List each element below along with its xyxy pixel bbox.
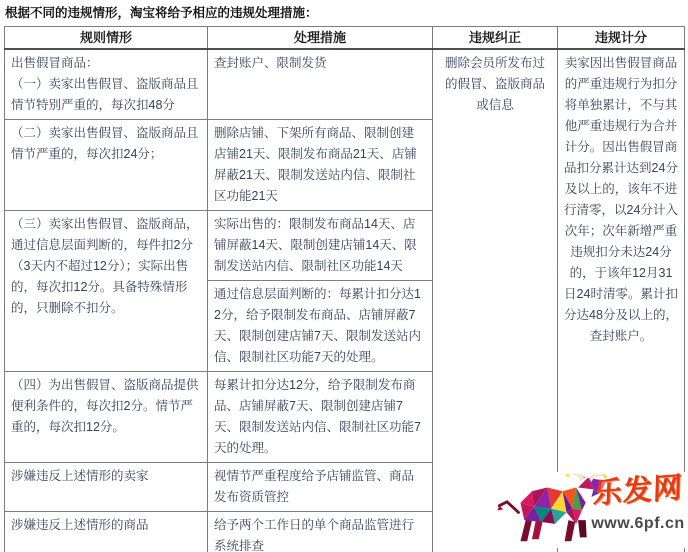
cell-measure-suspected-seller: 视情节严重程度给予店铺监管、商品发布资质管控 (208, 463, 433, 512)
cell-measure-1: 查封账户、限制发货 (208, 49, 433, 120)
header-violation-correction: 违规纠正 (433, 27, 558, 50)
situation-1-line: （一）卖家出售假冒、盗版商品且情节特别严重的，每次扣48分 (11, 77, 199, 112)
table-header-row (5, 27, 685, 50)
cell-measure-4: 每累计扣分达12分，给予限制发布商品、店铺屏蔽7天、限制创建店铺7天、限制发送站内信、限制社区功能7天的处理。 (208, 372, 433, 463)
intro-text: 根据不同的违规情形，淘宝将给予相应的违规处理措施： (5, 6, 318, 20)
situation-1-intro-line: 出售假冒商品： (11, 56, 99, 70)
header-handling-measures: 处理措施 (208, 27, 433, 50)
cell-situation-4: （四）为出售假冒、盗版商品提供便利条件的，每次扣2分。情节严重的，每次扣12分。 (5, 372, 208, 463)
cell-measure-suspected-goods: 给予两个工作日的单个商品监管进行系统排查 (208, 512, 433, 552)
cell-measure-3-info-level: 通过信息层面判断的：每累计扣分达12分，给予限制发布商品、店铺屏蔽7天、限制创建店铺7天、限制发送站内信、限制社区功能7天的处理。 (208, 281, 433, 372)
site-url: www.6pf.cn (591, 515, 685, 532)
cell-situation-suspected-goods: 涉嫌违反上述情形的商品 (5, 512, 208, 552)
site-name: 乐发网 (592, 471, 684, 511)
cell-measure-2: 删除店铺、下架所有商品、限制创建店铺21天、限制发布商品21天、店铺屏蔽21天、限制发送站内信、限制社区功能21天 (208, 120, 433, 211)
cell-correction: 删除会员所发布过的假冒、盗版商品或信息 (433, 49, 558, 552)
cell-situation-3: （三）卖家出售假冒、盗版商品，通过信息层面判断的，每件扣2分（3天内不超过12分）；实际出售的，每次扣12分。具备特殊情形的，只删除不扣分。 (5, 211, 208, 372)
cell-measure-3-actual-sale: 实际出售的：限制发布商品14天、店铺屏蔽14天、限制创建店铺14天、限制发送站内信、限制社区功能14天 (208, 211, 433, 281)
cell-scoring: 卖家因出售假冒商品的严重违规行为扣分将单独累计，不与其他严重违规行为合并计分。因出售假冒商品扣分累计达到24分及以上的，该年不进行清零，以24分计入次年；次年新增严重违规扣分未达24分的，于该年12月31日24时清零。累计扣分达48分及以上的，查封账户。 (558, 49, 685, 552)
watermark-text (590, 471, 686, 534)
cell-situation-2: （二）卖家出售假冒、盗版商品且情节严重的，每次扣24分； (5, 120, 208, 211)
cell-situation-1 (5, 49, 208, 120)
table-row (5, 49, 685, 120)
cell-situation-suspected-seller: 涉嫌违反上述情形的卖家 (5, 463, 208, 512)
header-rule-situation: 规则情形 (5, 27, 208, 50)
header-violation-scoring: 违规计分 (558, 27, 685, 50)
site-watermark (496, 472, 688, 548)
